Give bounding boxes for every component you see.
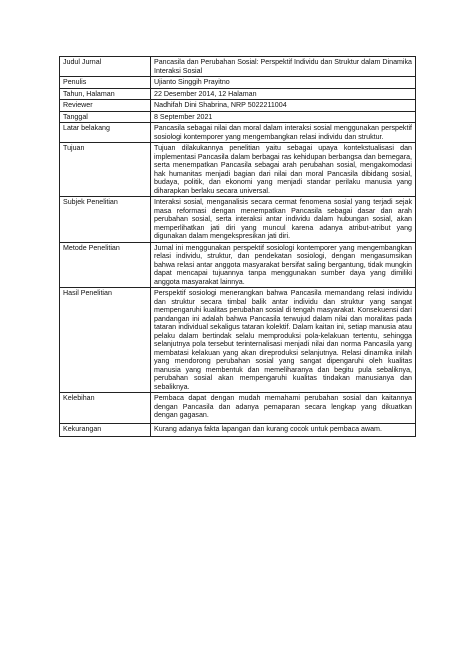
table-row	[60, 111, 416, 123]
row-value-tujuan: Tujuan dilakukannya penelitian yaitu sebagai upaya kontekstualisasi dan implementasi Pancasila dalam berbagai ras kehidupan berbangsa dan bernegara, serta menempatkan Pancasila sebagai arah perubahan sosial, mengakomodasi hak humanitas menjadi bagian dari nilai dan moral Pancasila dibidang sosial, budaya, politik, dan ekonomi yang menjadi standar perilaku manusia yang diharapkan berlaku secara universal.	[151, 143, 416, 197]
row-label-tahun-halaman: Tahun, Halaman	[60, 88, 151, 100]
table-row	[60, 423, 416, 437]
row-label-kekurangan: Kekurangan	[60, 423, 151, 437]
row-value-kelebihan: Pembaca dapat dengan mudah memahami perubahan sosial dan kaitannya dengan Pancasila dan adanya pemaparan secara lengkap yang dikuatkan dengan gagasan.	[151, 393, 416, 424]
row-value-tahun-halaman: 22 Desember 2014, 12 Halaman	[151, 88, 416, 100]
table-row	[60, 393, 416, 424]
table-row	[60, 242, 416, 288]
row-value-tanggal: 8 September 2021	[151, 111, 416, 123]
row-label-subjek-penelitian: Subjek Penelitian	[60, 197, 151, 243]
row-label-tanggal: Tanggal	[60, 111, 151, 123]
row-value-penulis: Ujianto Singgih Prayitno	[151, 77, 416, 89]
row-label-latar-belakang: Latar belakang	[60, 123, 151, 143]
row-value-subjek-penelitian: Interaksi sosial, menganalisis secara cermat fenomena sosial yang terjadi sejak masa reformasi dengan menempatkan Pancasila sebagai dasar dan arah perubahan sosial, serta interaksi antar individu dalam hubungan sosial, akan memperlihatkan jati diri yang muncul karena adanya atribut-atribut yang digunakan dalam mengekspresikan jati diri.	[151, 197, 416, 243]
table-row	[60, 143, 416, 197]
table-row	[60, 123, 416, 143]
row-label-penulis: Penulis	[60, 77, 151, 89]
row-label-reviewer: Reviewer	[60, 100, 151, 112]
row-value-latar-belakang: Pancasila sebagai nilai dan moral dalam interaksi sosial menggunakan perspektif sosiologi kontemporer yang mengembangkan relasi individu dan struktur.	[151, 123, 416, 143]
document-page	[59, 56, 416, 437]
row-value-hasil-penelitian: Perspektif sosiologi menerangkan bahwa Pancasila memandang relasi individu dan struktur secara timbal balik antar individu dan struktur yang sangat mempengaruhi kualitas perubahan sosial di tengah masyarakat. Konsekuensi dari pandangan ini adalah bahwa Pancasila terwujud dalam nilai dan moralitas pada tataran individual sekaligus tataran kolektif. Dalam kaitan ini, setiap manusia atau pelaku dalam bertindak selalu memproduksi pola-kelakuan tertentu, sehingga selanjutnya pola tersebut terinternalisasi menjadi nilai dan norma Pancasila yang membatasi kelakuan yang akan direproduksi selanjutnya. Relasi dinamika inilah yang mendorong perubahan sosial yang sangat dipengaruhi oleh kualitas manusia yang membentuk dan memeliharanya dan begitu pula sebaliknya, perubahan sosial akan mempengaruhi kualitas tindakan manusianya dan sebaliknya.	[151, 288, 416, 393]
row-label-judul-jurnal: Judul Jurnal	[60, 57, 151, 77]
row-label-metode-penelitian: Metode Penelitian	[60, 242, 151, 288]
row-label-hasil-penelitian: Hasil Penelitian	[60, 288, 151, 393]
row-label-tujuan: Tujuan	[60, 143, 151, 197]
row-value-metode-penelitian: Jurnal ini menggunakan perspektif sosiologi kontemporer yang mengembangkan relasi individu, struktur, dan pendekatan sosiologi, dengan mengasumsikan bahwa relasi antar anggota masyarakat bersifat saling bergantung, tidak mungkin dapat mencapai tujuannya tanpa menggunakan sumber daya yang dimiliki anggota masyarakat lainnya.	[151, 242, 416, 288]
table-row	[60, 100, 416, 112]
table-row	[60, 77, 416, 89]
row-value-reviewer: Nadhifah Dini Shabrina, NRP 5022211004	[151, 100, 416, 112]
row-value-kekurangan: Kurang adanya fakta lapangan dan kurang cocok untuk pembaca awam.	[151, 423, 416, 437]
row-value-judul-jurnal: Pancasila dan Perubahan Sosial: Perspektif Individu dan Struktur dalam Dinamika Interaksi Sosial	[151, 57, 416, 77]
row-label-kelebihan: Kelebihan	[60, 393, 151, 424]
table-row	[60, 288, 416, 393]
table-row	[60, 197, 416, 243]
table-row	[60, 88, 416, 100]
journal-review-table	[59, 56, 416, 437]
table-row	[60, 57, 416, 77]
